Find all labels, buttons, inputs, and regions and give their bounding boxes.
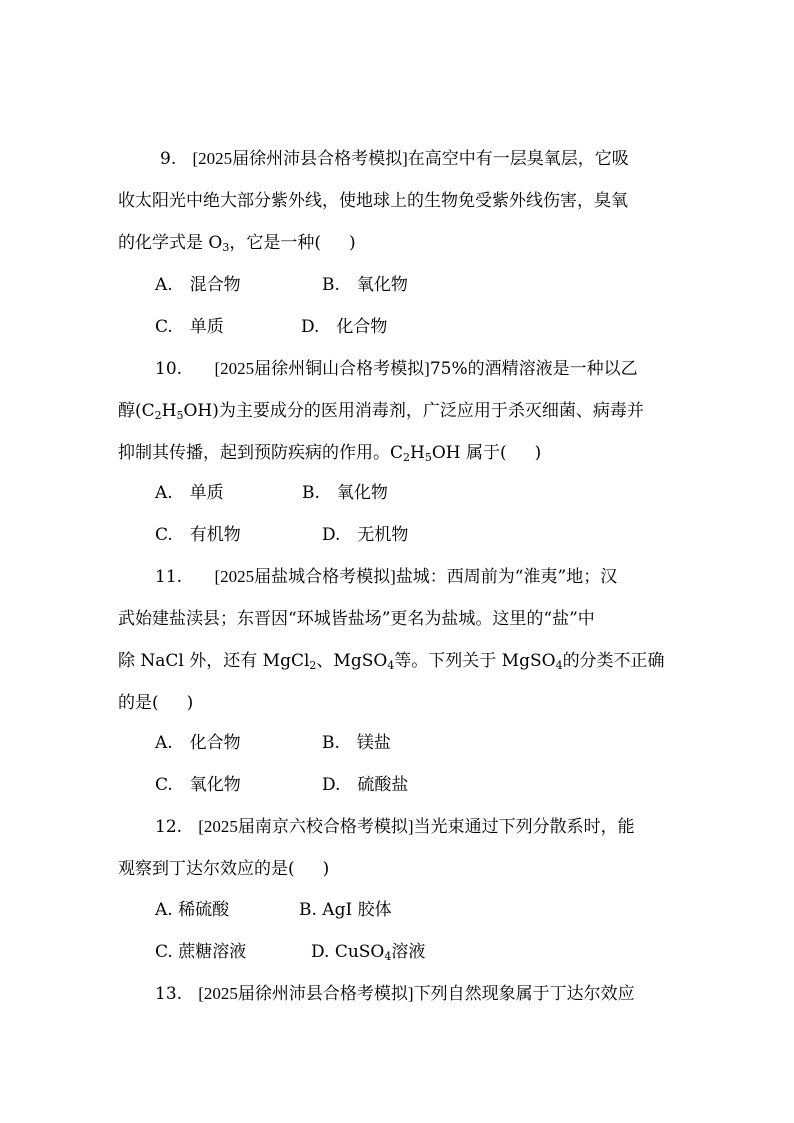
question-source: [2025届南京六校合格考模拟] (198, 817, 414, 836)
subscript: 4 (387, 659, 395, 672)
question-11-line-2 (118, 607, 595, 631)
question-source: [2025届徐州沛县合格考模拟] (192, 149, 408, 168)
question-text: 的是( (118, 693, 159, 713)
option-text: 溶液 (391, 942, 426, 962)
question-text: ，它是一种( (229, 233, 321, 253)
option-d (311, 940, 425, 964)
question-9-line-2 (118, 189, 628, 213)
question-text: OH 属于( (431, 443, 507, 463)
question-12-line-1 (155, 815, 635, 839)
answer-paren: ) (534, 443, 542, 463)
option-b: B. 氧化物 (302, 483, 388, 503)
question-text: 的分类不正确 (562, 651, 665, 671)
question-text: 醇(C (118, 401, 155, 421)
question-9-line-3 (118, 231, 356, 255)
option-b: B. 氧化物 (322, 275, 408, 295)
question-13-line-1 (155, 982, 635, 1006)
question-number: 9. (160, 149, 177, 169)
answer-paren: ) (322, 859, 330, 879)
question-text: 抑制其传播，起到预防疾病的作用。C (118, 443, 404, 463)
question-text: 当光束通过下列分散系时，能 (413, 817, 635, 837)
subscript: 2 (403, 451, 411, 464)
question-source: [2025届徐州铜山合格考模拟] (214, 359, 430, 378)
question-number: 11. (155, 567, 183, 587)
subscript: 4 (555, 659, 563, 672)
question-number: 13. (155, 984, 183, 1004)
subscript: 5 (176, 409, 184, 422)
question-11-line-4 (118, 691, 193, 715)
question-text: 等。下列关于 MgSO (394, 651, 556, 671)
answer-paren: ) (348, 233, 356, 253)
subscript: 5 (424, 451, 432, 464)
question-text: 75%的酒精溶液是一种以乙 (429, 359, 638, 379)
option-c: C. 有机物 (155, 525, 241, 545)
question-text: 武始建盐渎县；东晋因“环城皆盐场”更名为盐城。这里的“盐”中 (118, 609, 595, 629)
option-b: B. 镁盐 (322, 733, 391, 753)
question-text: 下列自然现象属于丁达尔效应 (413, 984, 635, 1004)
question-number: 12. (155, 817, 183, 837)
option-a: A. 混合物 (155, 275, 241, 295)
subscript: 4 (384, 950, 392, 963)
question-text: H (161, 401, 177, 421)
option-a: A. 稀硫酸 (155, 900, 230, 920)
question-12-line-2 (118, 857, 329, 881)
question-9-line-1 (160, 147, 629, 171)
question-source: [2025届盐城合格考模拟] (214, 567, 396, 586)
option-a: A. 化合物 (155, 733, 241, 753)
option-c: C. 蔗糖溶液 (155, 942, 247, 962)
option-c: C. 单质 (155, 317, 224, 337)
question-text: 盐城：西周前为“淮夷”地；汉 (395, 567, 618, 587)
answer-paren: ) (186, 693, 194, 713)
subscript: 2 (309, 659, 317, 672)
question-text: 在高空中有一层臭氧层，它吸 (407, 149, 629, 169)
option-d: D. 硫酸盐 (322, 775, 409, 795)
option-a: A. 单质 (155, 483, 224, 503)
option-d: D. 化合物 (301, 317, 388, 337)
question-text: 收太阳光中绝大部分紫外线，使地球上的生物免受紫外线伤害，臭氧 (118, 191, 628, 211)
question-text: 、MgSO (316, 651, 388, 671)
question-number: 10. (155, 359, 183, 379)
question-text: 观察到丁达尔效应的是( (118, 859, 295, 879)
question-text: 除 NaCl 外，还有 MgCl (118, 651, 310, 671)
question-10-line-1 (155, 357, 638, 381)
option-c: C. 氧化物 (155, 775, 241, 795)
option-d: D. 无机物 (322, 525, 409, 545)
question-source: [2025届徐州沛县合格考模拟] (198, 984, 414, 1003)
question-text: OH)为主要成分的医用消毒剂，广泛应用于杀灭细菌、病毒并 (183, 401, 644, 421)
question-10-line-3 (118, 441, 541, 465)
question-text: H (410, 443, 425, 463)
option-text: D. CuSO (311, 942, 385, 962)
question-11-line-1 (155, 565, 617, 589)
question-10-line-2 (118, 399, 644, 423)
question-text: 的化学式是 O (118, 233, 223, 253)
option-b: B. AgI 胶体 (299, 900, 392, 920)
question-11-line-3 (118, 649, 665, 673)
subscript: 2 (154, 409, 162, 422)
subscript: 3 (222, 241, 230, 254)
